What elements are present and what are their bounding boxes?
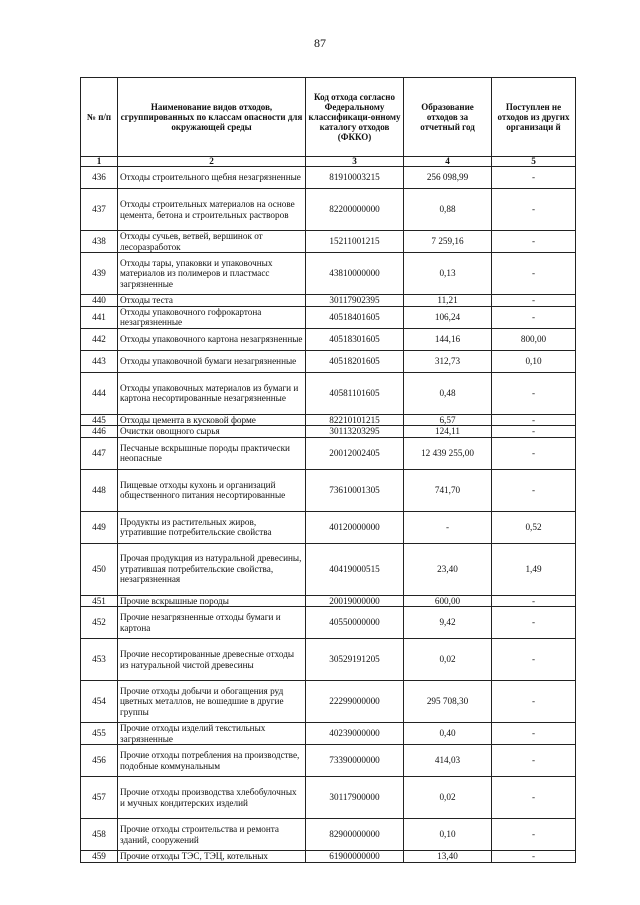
waste-code: 30529191205	[306, 639, 404, 681]
row-number: 447	[81, 437, 118, 469]
waste-code: 40518401605	[306, 306, 404, 328]
formed-amount: 0,02	[404, 639, 492, 681]
received-amount: -	[492, 777, 576, 819]
waste-code: 82900000000	[306, 819, 404, 851]
waste-code: 40239000000	[306, 723, 404, 745]
received-amount: -	[492, 469, 576, 511]
formed-amount: 600,00	[404, 595, 492, 607]
received-amount: -	[492, 295, 576, 307]
header-num: № п/п	[81, 78, 118, 157]
row-number: 440	[81, 295, 118, 307]
waste-name: Отходы строительного щебня незагрязненные	[118, 167, 306, 189]
formed-amount: 0,88	[404, 189, 492, 231]
waste-name: Прочие отходы потребления на производстве, подобные коммунальным	[118, 745, 306, 777]
row-number: 449	[81, 511, 118, 543]
formed-amount: 295 708,30	[404, 681, 492, 723]
table-row	[81, 639, 576, 681]
waste-name: Отходы тары, упаковки и упаковочных материалов из полимеров и пластмасс загрязненные	[118, 253, 306, 295]
column-number: 4	[404, 157, 492, 167]
table-row	[81, 328, 576, 350]
row-number: 444	[81, 372, 118, 414]
table-row	[81, 777, 576, 819]
waste-name: Пищевые отходы кухонь и организаций общественного питания несортированные	[118, 469, 306, 511]
table-row	[81, 426, 576, 438]
waste-code: 40419000515	[306, 543, 404, 595]
table-row	[81, 372, 576, 414]
row-number: 456	[81, 745, 118, 777]
waste-name: Прочие отходы ТЭС, ТЭЦ, котельных	[118, 851, 306, 863]
received-amount: 0,10	[492, 350, 576, 372]
header-name: Наименование видов отходов, сгруппированных по классам опасности для окружающей среды	[118, 78, 306, 157]
header-code: Код отхода согласно Федеральному классификаци-онному каталогу отходов (ФККО)	[306, 78, 404, 157]
waste-code: 15211001215	[306, 231, 404, 253]
table-row	[81, 543, 576, 595]
waste-name: Прочие вскрышные породы	[118, 595, 306, 607]
waste-code: 73390000000	[306, 745, 404, 777]
received-amount: -	[492, 414, 576, 426]
received-amount: -	[492, 819, 576, 851]
row-number: 459	[81, 851, 118, 863]
table-row	[81, 437, 576, 469]
row-number: 450	[81, 543, 118, 595]
formed-amount: 13,40	[404, 851, 492, 863]
header-row	[81, 78, 576, 157]
table-row	[81, 350, 576, 372]
waste-code: 81910003215	[306, 167, 404, 189]
waste-code: 40581101605	[306, 372, 404, 414]
waste-code: 40518201605	[306, 350, 404, 372]
table-row	[81, 607, 576, 639]
row-number: 436	[81, 167, 118, 189]
row-number: 451	[81, 595, 118, 607]
row-number: 446	[81, 426, 118, 438]
waste-code: 82210101215	[306, 414, 404, 426]
waste-name: Прочая продукция из натуральной древесины, утратившая потребительские свойства, незагрязненная	[118, 543, 306, 595]
waste-code: 73610001305	[306, 469, 404, 511]
received-amount: -	[492, 253, 576, 295]
table-row	[81, 231, 576, 253]
received-amount: -	[492, 231, 576, 253]
received-amount: -	[492, 167, 576, 189]
formed-amount: 0,40	[404, 723, 492, 745]
formed-amount: 0,02	[404, 777, 492, 819]
received-amount: -	[492, 607, 576, 639]
waste-code: 22299000000	[306, 681, 404, 723]
received-amount: -	[492, 437, 576, 469]
row-number: 443	[81, 350, 118, 372]
table-row	[81, 723, 576, 745]
waste-code: 82200000000	[306, 189, 404, 231]
formed-amount: 6,57	[404, 414, 492, 426]
table-row	[81, 306, 576, 328]
received-amount: -	[492, 595, 576, 607]
waste-code: 30117900000	[306, 777, 404, 819]
waste-name: Песчаные вскрышные породы практически неопасные	[118, 437, 306, 469]
table-row	[81, 167, 576, 189]
waste-name: Отходы сучьев, ветвей, вершинок от лесоразработок	[118, 231, 306, 253]
table-row	[81, 414, 576, 426]
header-formed: Образование отходов за отчетный год	[404, 78, 492, 157]
waste-code: 61900000000	[306, 851, 404, 863]
formed-amount: 256 098,99	[404, 167, 492, 189]
formed-amount: 312,73	[404, 350, 492, 372]
received-amount: 0,52	[492, 511, 576, 543]
received-amount: -	[492, 639, 576, 681]
formed-amount: 0,48	[404, 372, 492, 414]
waste-name: Отходы строительных материалов на основе цемента, бетона и строительных растворов	[118, 189, 306, 231]
table-row	[81, 819, 576, 851]
received-amount: -	[492, 723, 576, 745]
row-number: 437	[81, 189, 118, 231]
waste-name: Продукты из растительных жиров, утратившие потребительские свойства	[118, 511, 306, 543]
waste-table	[80, 77, 576, 863]
formed-amount: -	[404, 511, 492, 543]
table-row	[81, 595, 576, 607]
received-amount: -	[492, 426, 576, 438]
header-received: Поступлен не отходов из других организаци й	[492, 78, 576, 157]
received-amount: -	[492, 306, 576, 328]
waste-name: Отходы упаковочной бумаги незагрязненные	[118, 350, 306, 372]
row-number: 445	[81, 414, 118, 426]
waste-code: 40120000000	[306, 511, 404, 543]
waste-name: Очистки овощного сырья	[118, 426, 306, 438]
waste-name: Прочие незагрязненные отходы бумаги и картона	[118, 607, 306, 639]
formed-amount: 0,13	[404, 253, 492, 295]
received-amount: -	[492, 189, 576, 231]
row-number: 458	[81, 819, 118, 851]
waste-name: Прочие отходы добычи и обогащения руд цветных металлов, не вошедшие в другие группы	[118, 681, 306, 723]
row-number: 439	[81, 253, 118, 295]
waste-name: Прочие отходы производства хлебобулочных и мучных кондитерских изделий	[118, 777, 306, 819]
waste-code: 20012002405	[306, 437, 404, 469]
waste-name: Прочие отходы строительства и ремонта зданий, сооружений	[118, 819, 306, 851]
row-number: 457	[81, 777, 118, 819]
waste-name: Отходы упаковочных материалов из бумаги и картона несортированные незагрязненные	[118, 372, 306, 414]
table-row	[81, 295, 576, 307]
formed-amount: 106,24	[404, 306, 492, 328]
waste-name: Отходы упаковочного картона незагрязненные	[118, 328, 306, 350]
received-amount: -	[492, 372, 576, 414]
waste-name: Отходы упаковочного гофрокартона незагрязненные	[118, 306, 306, 328]
waste-name: Отходы теста	[118, 295, 306, 307]
table-row	[81, 511, 576, 543]
column-number: 1	[81, 157, 118, 167]
formed-amount: 144,16	[404, 328, 492, 350]
row-number: 452	[81, 607, 118, 639]
formed-amount: 9,42	[404, 607, 492, 639]
received-amount: -	[492, 851, 576, 863]
table-row	[81, 851, 576, 863]
waste-code: 40550000000	[306, 607, 404, 639]
waste-name: Отходы цемента в кусковой форме	[118, 414, 306, 426]
table-row	[81, 253, 576, 295]
row-number: 454	[81, 681, 118, 723]
formed-amount: 12 439 255,00	[404, 437, 492, 469]
formed-amount: 11,21	[404, 295, 492, 307]
waste-code: 43810000000	[306, 253, 404, 295]
row-number: 453	[81, 639, 118, 681]
column-number: 3	[306, 157, 404, 167]
table-row	[81, 469, 576, 511]
waste-code: 30117902395	[306, 295, 404, 307]
formed-amount: 741,70	[404, 469, 492, 511]
formed-amount: 23,40	[404, 543, 492, 595]
formed-amount: 124,11	[404, 426, 492, 438]
received-amount: 800,00	[492, 328, 576, 350]
row-number: 442	[81, 328, 118, 350]
waste-code: 40518301605	[306, 328, 404, 350]
formed-amount: 0,10	[404, 819, 492, 851]
waste-name: Прочие отходы изделий текстильных загрязненные	[118, 723, 306, 745]
row-number: 441	[81, 306, 118, 328]
waste-name: Прочие несортированные древесные отходы из натуральной чистой древесины	[118, 639, 306, 681]
received-amount: -	[492, 745, 576, 777]
table-row	[81, 745, 576, 777]
page-number: 87	[314, 36, 326, 50]
received-amount: 1,49	[492, 543, 576, 595]
column-numbers-row	[81, 157, 576, 167]
row-number: 455	[81, 723, 118, 745]
waste-code: 30113203295	[306, 426, 404, 438]
column-number: 2	[118, 157, 306, 167]
formed-amount: 414,03	[404, 745, 492, 777]
formed-amount: 7 259,16	[404, 231, 492, 253]
row-number: 438	[81, 231, 118, 253]
table-row	[81, 681, 576, 723]
received-amount: -	[492, 681, 576, 723]
table-row	[81, 189, 576, 231]
row-number: 448	[81, 469, 118, 511]
waste-code: 20019000000	[306, 595, 404, 607]
column-number: 5	[492, 157, 576, 167]
